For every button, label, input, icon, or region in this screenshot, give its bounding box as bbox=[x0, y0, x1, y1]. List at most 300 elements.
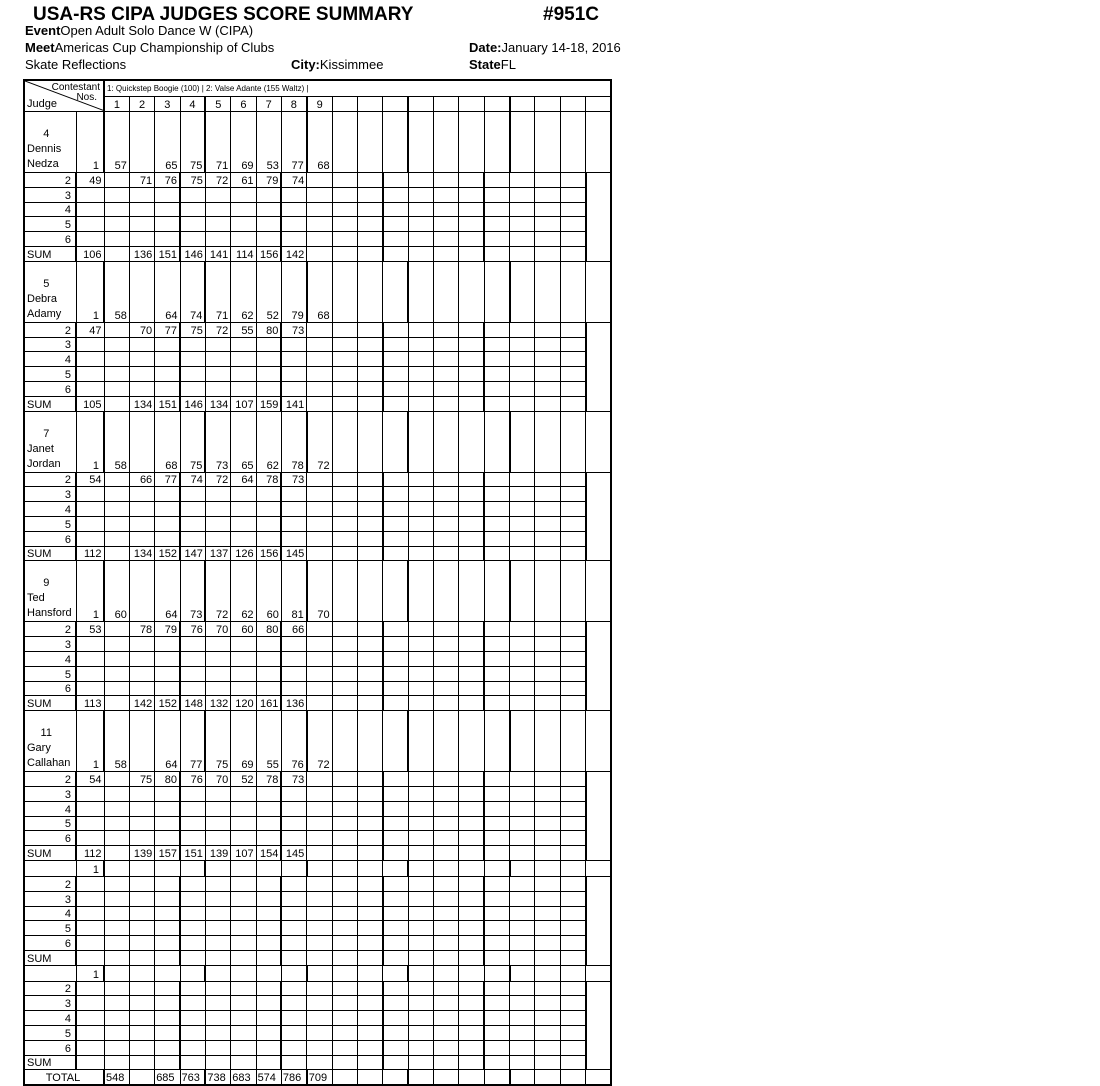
score-cell bbox=[510, 472, 535, 487]
score-cell bbox=[484, 187, 509, 202]
score-cell bbox=[408, 891, 433, 906]
score-cell bbox=[104, 772, 129, 787]
score-cell bbox=[433, 322, 458, 337]
score-cell bbox=[408, 622, 433, 637]
score-cell bbox=[281, 891, 306, 906]
row-label: 5 bbox=[24, 921, 76, 936]
sum-cell: 106 bbox=[76, 246, 104, 261]
score-cell bbox=[484, 936, 509, 951]
score-cell: 77 bbox=[155, 472, 180, 487]
score-cell bbox=[510, 487, 535, 502]
score-cell bbox=[332, 921, 357, 936]
score-cell bbox=[408, 202, 433, 217]
score-cell bbox=[104, 502, 129, 517]
contestant-label: Contestant bbox=[51, 82, 100, 93]
score-cell bbox=[129, 1026, 154, 1041]
score-cell bbox=[231, 381, 256, 396]
score-cell bbox=[76, 352, 104, 367]
score-cell bbox=[307, 622, 332, 637]
score-cell bbox=[332, 816, 357, 831]
score-cell bbox=[357, 876, 382, 891]
score-cell bbox=[510, 996, 535, 1011]
score-cell bbox=[459, 217, 484, 232]
judge-first-name: Gary bbox=[27, 742, 51, 755]
score-cell bbox=[459, 173, 484, 188]
score-cell bbox=[560, 1026, 585, 1041]
score-cell: 66 bbox=[129, 472, 154, 487]
score-cell bbox=[433, 651, 458, 666]
score-cell bbox=[433, 996, 458, 1011]
score-cell bbox=[281, 921, 306, 936]
score-cell bbox=[383, 936, 408, 951]
table-row bbox=[24, 187, 611, 202]
score-cell bbox=[357, 381, 382, 396]
score-cell bbox=[205, 891, 230, 906]
sum-cell: 145 bbox=[281, 546, 306, 561]
sum-cell bbox=[535, 950, 560, 965]
score-cell bbox=[560, 772, 585, 787]
table-row bbox=[24, 831, 611, 846]
score-cell bbox=[332, 860, 357, 876]
sum-cell bbox=[560, 846, 585, 861]
score-cell bbox=[332, 876, 357, 891]
score-cell bbox=[560, 367, 585, 382]
total-cell: 685 bbox=[155, 1070, 180, 1085]
score-cell bbox=[357, 322, 382, 337]
score-cell bbox=[459, 891, 484, 906]
total-row bbox=[24, 1070, 611, 1085]
sum-cell bbox=[433, 396, 458, 411]
sum-cell bbox=[205, 1055, 230, 1070]
row-label: 3 bbox=[24, 637, 76, 652]
sum-cell: 139 bbox=[129, 846, 154, 861]
score-cell: 60 bbox=[256, 561, 281, 622]
score-cell bbox=[535, 981, 560, 996]
score-cell bbox=[155, 996, 180, 1011]
score-cell bbox=[408, 472, 433, 487]
score-cell bbox=[459, 876, 484, 891]
score-cell bbox=[484, 381, 509, 396]
score-cell bbox=[383, 711, 408, 772]
score-cell bbox=[76, 801, 104, 816]
score-cell: 47 bbox=[76, 322, 104, 337]
sum-cell bbox=[307, 246, 332, 261]
score-cell: 75 bbox=[180, 322, 205, 337]
score-cell bbox=[281, 831, 306, 846]
score-cell bbox=[433, 173, 458, 188]
score-cell bbox=[104, 516, 129, 531]
score-cell: 62 bbox=[231, 261, 256, 322]
score-cell bbox=[76, 531, 104, 546]
score-cell bbox=[408, 860, 433, 876]
score-cell: 73 bbox=[180, 561, 205, 622]
score-cell bbox=[383, 411, 408, 472]
row-label: SUM bbox=[24, 696, 76, 711]
score-cell bbox=[459, 232, 484, 247]
score-cell bbox=[76, 1040, 104, 1055]
score-cell bbox=[433, 981, 458, 996]
row-label: 2 bbox=[24, 981, 76, 996]
score-cell bbox=[332, 202, 357, 217]
score-cell bbox=[459, 202, 484, 217]
score-cell bbox=[332, 996, 357, 1011]
score-cell bbox=[459, 622, 484, 637]
total-cell bbox=[586, 1070, 611, 1085]
score-cell bbox=[104, 472, 129, 487]
score-cell bbox=[281, 187, 306, 202]
score-cell bbox=[383, 367, 408, 382]
score-cell bbox=[155, 381, 180, 396]
table-row bbox=[24, 516, 611, 531]
score-cell: 79 bbox=[281, 261, 306, 322]
state-line: StateFL bbox=[469, 57, 516, 72]
score-cell bbox=[484, 472, 509, 487]
score-cell bbox=[180, 786, 205, 801]
total-cell: 548 bbox=[104, 1070, 129, 1085]
sum-cell: 156 bbox=[256, 546, 281, 561]
table-row bbox=[24, 246, 611, 261]
score-cell bbox=[332, 502, 357, 517]
score-cell bbox=[104, 637, 129, 652]
score-cell bbox=[586, 112, 611, 173]
score-cell bbox=[560, 381, 585, 396]
score-cell bbox=[231, 637, 256, 652]
score-cell bbox=[332, 112, 357, 173]
score-cell: 72 bbox=[307, 411, 332, 472]
score-cell: 49 bbox=[76, 173, 104, 188]
table-row bbox=[24, 906, 611, 921]
score-cell bbox=[535, 187, 560, 202]
sum-cell: 142 bbox=[129, 696, 154, 711]
score-cell bbox=[459, 996, 484, 1011]
sum-cell: 156 bbox=[256, 246, 281, 261]
contestant-number: 1 bbox=[104, 96, 129, 111]
score-cell bbox=[332, 322, 357, 337]
sum-cell bbox=[180, 950, 205, 965]
sum-cell bbox=[408, 1055, 433, 1070]
total-cell: 683 bbox=[231, 1070, 256, 1085]
score-cell bbox=[332, 411, 357, 472]
sum-cell bbox=[104, 396, 129, 411]
score-cell bbox=[231, 187, 256, 202]
score-cell bbox=[104, 860, 129, 876]
score-cell bbox=[332, 965, 357, 981]
score-cell bbox=[180, 936, 205, 951]
score-cell bbox=[560, 173, 585, 188]
score-cell: 76 bbox=[180, 772, 205, 787]
score-cell bbox=[332, 1040, 357, 1055]
score-cell bbox=[155, 1026, 180, 1041]
judge-number: 5 bbox=[43, 277, 50, 290]
sum-cell: 154 bbox=[256, 846, 281, 861]
judge-last-name: Jordan bbox=[27, 457, 61, 470]
contestant-number bbox=[484, 96, 509, 111]
score-cell bbox=[129, 831, 154, 846]
score-cell bbox=[104, 352, 129, 367]
score-cell: 81 bbox=[281, 561, 306, 622]
judge-last-name: Callahan bbox=[27, 757, 71, 770]
score-cell bbox=[383, 381, 408, 396]
sum-cell: 151 bbox=[155, 246, 180, 261]
score-cell bbox=[459, 906, 484, 921]
sum-cell bbox=[510, 546, 535, 561]
score-cell bbox=[433, 217, 458, 232]
score-cell bbox=[484, 711, 509, 772]
sum-cell bbox=[332, 1055, 357, 1070]
table-row bbox=[24, 322, 611, 337]
score-cell bbox=[332, 711, 357, 772]
table-row bbox=[24, 1011, 611, 1026]
score-cell bbox=[408, 173, 433, 188]
score-cell: 75 bbox=[180, 173, 205, 188]
score-cell bbox=[408, 516, 433, 531]
score-cell bbox=[332, 337, 357, 352]
score-cell bbox=[459, 531, 484, 546]
score-cell bbox=[383, 561, 408, 622]
score-cell bbox=[383, 921, 408, 936]
score-cell: 68 bbox=[307, 112, 332, 173]
score-cell bbox=[76, 816, 104, 831]
score-cell bbox=[510, 651, 535, 666]
score-cell bbox=[76, 936, 104, 951]
score-cell bbox=[307, 831, 332, 846]
score-cell bbox=[104, 981, 129, 996]
score-cell bbox=[332, 261, 357, 322]
score-table bbox=[23, 79, 612, 1086]
score-cell bbox=[104, 622, 129, 637]
score-cell bbox=[484, 1026, 509, 1041]
score-cell bbox=[256, 1026, 281, 1041]
score-cell bbox=[281, 876, 306, 891]
score-cell bbox=[129, 516, 154, 531]
score-cell bbox=[129, 816, 154, 831]
score-cell bbox=[104, 831, 129, 846]
sum-cell: 120 bbox=[231, 696, 256, 711]
score-cell: 75 bbox=[180, 411, 205, 472]
score-cell bbox=[535, 322, 560, 337]
score-cell bbox=[231, 1040, 256, 1055]
score-cell bbox=[433, 622, 458, 637]
sum-cell bbox=[560, 1055, 585, 1070]
score-cell bbox=[180, 906, 205, 921]
contestant-number: 3 bbox=[155, 96, 180, 111]
score-cell bbox=[408, 187, 433, 202]
score-cell bbox=[256, 996, 281, 1011]
score-cell bbox=[484, 322, 509, 337]
score-cell bbox=[535, 651, 560, 666]
score-cell bbox=[433, 711, 458, 772]
score-cell bbox=[535, 531, 560, 546]
contestant-number bbox=[560, 96, 585, 111]
score-cell: 52 bbox=[256, 261, 281, 322]
score-cell bbox=[155, 516, 180, 531]
score-cell bbox=[459, 1011, 484, 1026]
score-cell bbox=[433, 965, 458, 981]
score-cell bbox=[484, 112, 509, 173]
score-cell bbox=[383, 531, 408, 546]
score-cell bbox=[281, 965, 306, 981]
score-cell bbox=[155, 187, 180, 202]
row-label: SUM bbox=[24, 1055, 76, 1070]
table-row bbox=[24, 261, 611, 322]
score-cell: 69 bbox=[231, 112, 256, 173]
score-cell bbox=[560, 906, 585, 921]
score-cell bbox=[560, 891, 585, 906]
score-cell bbox=[205, 367, 230, 382]
score-cell bbox=[307, 381, 332, 396]
meet-value: Americas Cup Championship of Clubs bbox=[54, 40, 275, 55]
sum-cell bbox=[104, 696, 129, 711]
sum-cell: 148 bbox=[180, 696, 205, 711]
sum-cell: 114 bbox=[231, 246, 256, 261]
score-cell bbox=[408, 1040, 433, 1055]
sum-cell bbox=[484, 246, 509, 261]
table-row bbox=[24, 531, 611, 546]
score-cell bbox=[281, 981, 306, 996]
score-cell bbox=[383, 112, 408, 173]
score-cell bbox=[357, 1040, 382, 1055]
score-cell bbox=[510, 561, 535, 622]
table-row bbox=[24, 936, 611, 951]
score-cell bbox=[560, 1040, 585, 1055]
score-cell bbox=[332, 217, 357, 232]
score-cell bbox=[383, 831, 408, 846]
contestant-number: 9 bbox=[307, 96, 332, 111]
score-cell bbox=[307, 1026, 332, 1041]
score-cell bbox=[433, 261, 458, 322]
score-cell bbox=[586, 411, 611, 472]
contestant-number: 7 bbox=[256, 96, 281, 111]
score-cell bbox=[510, 772, 535, 787]
score-cell bbox=[560, 860, 585, 876]
score-cell bbox=[383, 502, 408, 517]
sum-cell bbox=[307, 396, 332, 411]
score-cell bbox=[383, 772, 408, 787]
score-cell: 70 bbox=[307, 561, 332, 622]
score-cell bbox=[484, 337, 509, 352]
score-cell bbox=[408, 786, 433, 801]
score-cell: 65 bbox=[231, 411, 256, 472]
score-cell bbox=[357, 261, 382, 322]
score-cell bbox=[180, 367, 205, 382]
score-cell bbox=[256, 337, 281, 352]
score-cell bbox=[231, 487, 256, 502]
table-row bbox=[24, 891, 611, 906]
score-cell bbox=[256, 891, 281, 906]
contestant-number bbox=[433, 96, 458, 111]
score-cell bbox=[484, 876, 509, 891]
score-cell bbox=[535, 516, 560, 531]
score-cell bbox=[205, 202, 230, 217]
score-cell bbox=[104, 876, 129, 891]
score-cell bbox=[76, 996, 104, 1011]
sum-cell bbox=[332, 546, 357, 561]
score-cell bbox=[433, 202, 458, 217]
sum-cell: 152 bbox=[155, 546, 180, 561]
score-cell bbox=[104, 1026, 129, 1041]
score-cell bbox=[256, 831, 281, 846]
score-cell bbox=[383, 891, 408, 906]
score-cell bbox=[459, 381, 484, 396]
contestant-number: 5 bbox=[205, 96, 230, 111]
sum-cell: 113 bbox=[76, 696, 104, 711]
judge-last-name: Nedza bbox=[27, 158, 59, 170]
score-cell bbox=[231, 936, 256, 951]
score-cell: 71 bbox=[129, 173, 154, 188]
score-cell bbox=[129, 801, 154, 816]
sum-cell bbox=[459, 950, 484, 965]
score-cell bbox=[510, 232, 535, 247]
table-row bbox=[24, 681, 611, 696]
score-cell bbox=[586, 860, 611, 876]
score-cell bbox=[459, 921, 484, 936]
score-cell bbox=[231, 876, 256, 891]
score-cell bbox=[205, 996, 230, 1011]
sum-cell bbox=[560, 950, 585, 965]
score-cell bbox=[510, 322, 535, 337]
score-cell bbox=[76, 981, 104, 996]
score-cell bbox=[484, 502, 509, 517]
sum-cell bbox=[510, 696, 535, 711]
score-cell bbox=[256, 1011, 281, 1026]
table-row bbox=[24, 1026, 611, 1041]
score-cell bbox=[307, 651, 332, 666]
score-cell: 71 bbox=[205, 112, 230, 173]
score-cell: 65 bbox=[155, 112, 180, 173]
score-cell bbox=[408, 322, 433, 337]
score-cell bbox=[535, 965, 560, 981]
score-cell: 78 bbox=[129, 622, 154, 637]
score-cell bbox=[231, 651, 256, 666]
score-cell bbox=[180, 352, 205, 367]
score-cell bbox=[231, 502, 256, 517]
table-row bbox=[24, 786, 611, 801]
score-cell bbox=[307, 666, 332, 681]
score-cell bbox=[535, 337, 560, 352]
nos-label: Nos. bbox=[76, 92, 97, 103]
score-cell bbox=[408, 337, 433, 352]
score-cell bbox=[383, 261, 408, 322]
club-name: Skate Reflections bbox=[25, 57, 127, 72]
table-row bbox=[24, 352, 611, 367]
score-cell bbox=[357, 666, 382, 681]
score-cell bbox=[484, 202, 509, 217]
sum-cell bbox=[129, 1055, 154, 1070]
score-cell: 79 bbox=[155, 622, 180, 637]
score-cell bbox=[155, 637, 180, 652]
score-cell bbox=[281, 487, 306, 502]
score-cell bbox=[180, 876, 205, 891]
score-cell bbox=[104, 367, 129, 382]
score-cell bbox=[510, 381, 535, 396]
score-cell bbox=[180, 681, 205, 696]
score-cell bbox=[281, 681, 306, 696]
score-cell bbox=[205, 1011, 230, 1026]
sum-cell bbox=[231, 950, 256, 965]
score-cell bbox=[332, 981, 357, 996]
score-cell bbox=[129, 666, 154, 681]
score-cell bbox=[560, 816, 585, 831]
score-cell bbox=[535, 173, 560, 188]
event-value: Open Adult Solo Dance W (CIPA) bbox=[60, 23, 254, 38]
sum-cell bbox=[408, 950, 433, 965]
score-cell bbox=[307, 921, 332, 936]
row-label: 5 bbox=[24, 816, 76, 831]
score-cell bbox=[332, 637, 357, 652]
score-cell bbox=[332, 367, 357, 382]
score-cell bbox=[510, 202, 535, 217]
score-cell bbox=[205, 801, 230, 816]
